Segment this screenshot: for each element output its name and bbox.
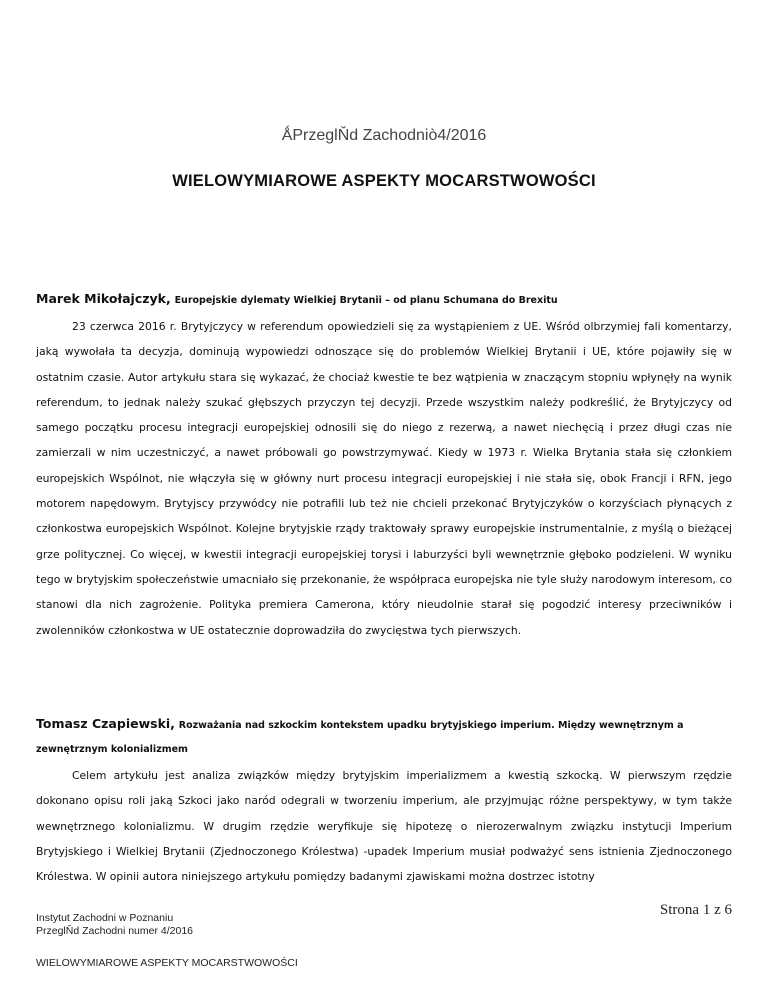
page-number: Strona 1 z 6 xyxy=(659,902,732,918)
article-1-title: Europejskie dylematy Wielkiej Brytanii – od planu Schumana do Brexitu xyxy=(174,295,558,306)
page-title: WIELOWYMIAROWE ASPEKTY MOCARSTWOWOŚCI xyxy=(172,172,596,190)
article-1-abstract: 23 czerwca 2016 r. Brytyjczycy w referendum opowiedzieli się za wystąpieniem z UE. Wśród olbrzymiej fali komentarzy, jaką wywołała ta decyzja, dominują wypowiedzi odnoszące się do problemów Wielkiej Brytanii i UE, które pojawiły się w ostatnim czasie. Autor artykułu stara się wykazać, że chociaż kwestie te bez wątpienia w znaczącym stopniu wpłynęły na wynik referendum, to jednak należy szukać głębszych przyczyn tej decyzji. Przede wszystkim należy podkreślić, że Brytyjczycy od samego początku procesu integracji europejskiej odnosili się do niego z rezerwą, a nawet niechęcią i przez długi czas nie zamierzali w nim uczestniczyć, a nawet próbowali go powstrzymywać. Kiedy w 1973 r. Wielka Brytania stała się członkiem europejskich Wspólnot, nie włączyła się w główny nurt procesu integracji europejskiej i nie stała się, obok Francji i RFN, jego motorem napędowym. Brytyjscy przywódcy nie potrafili lub też nie chcieli przekonać Brytyjczyków o korzyściach płynących z członkostwa europejskich Wspólnot. Kolejne brytyjskie rządy traktowały sprawy europejskie instrumentalnie, z myślą o bieżącej grze politycznej. Co więcej, w kwestii integracji europejskiej torysi i laburzyści byli wewnętrznie głęboko podzieleni. W wyniku tego w brytyjskim społeczeństwie umacniało się przekonanie, że współpraca europejska nie tyle służy narodowym interesom, co stanowi dla nich zagrożenie. Polityka premiera Camerona, który nieudolnie starał się pogodzić interesy przeciwników i zwolenników członkostwa w UE ostatecznie doprowadziła do zwycięstwa tych pierwszych. xyxy=(36,320,732,637)
article-1-author: Marek Mikołajczyk, xyxy=(36,291,171,306)
footer-issue: PrzeglŇd Zachodni numer 4/2016 xyxy=(36,925,194,937)
article-2 xyxy=(36,713,732,889)
article-1 xyxy=(36,288,732,643)
footer-publisher xyxy=(36,912,193,938)
footer-running-title: WIELOWYMIAROWE ASPEKTY MOCARSTWOWOŚCI xyxy=(36,957,298,969)
article-2-author: Tomasz Czapiewski, xyxy=(36,716,175,731)
article-2-title: Rozważania nad szkockim kontekstem upadku brytyjskiego imperium. Między wewnętrznym a zewnętrznym kolonializmem xyxy=(36,720,684,755)
article-2-abstract: Celem artykułu jest analiza związków między brytyjskim imperializmem a kwestią szkocką. W pierwszym rzędzie dokonano opisu roli jaką Szkoci jako naród odegrali w tworzeniu imperium, ale przyjmując różne perspektywy, w tym także wewnętrznego kolonializmu. W drugim rzędzie weryfikuje się hipotezę o nierozerwalnym związku instytucji Imperium Brytyjskiego i Wielkiej Brytanii (Zjednoczonego Królestwa) -upadek Imperium musiał podważyć sens istnienia Zjednoczonego Królestwa. W opinii autora niniejszego artykułu pomiędzy badanymi zjawiskami można dostrzec istotny xyxy=(36,769,732,884)
article-1-heading xyxy=(36,288,732,312)
article-2-heading xyxy=(36,713,732,761)
footer-institute: Instytut Zachodni w Poznaniu xyxy=(36,912,174,924)
journal-header: ǺPrzeglŇd Zachodniò4/2016 xyxy=(281,127,487,144)
